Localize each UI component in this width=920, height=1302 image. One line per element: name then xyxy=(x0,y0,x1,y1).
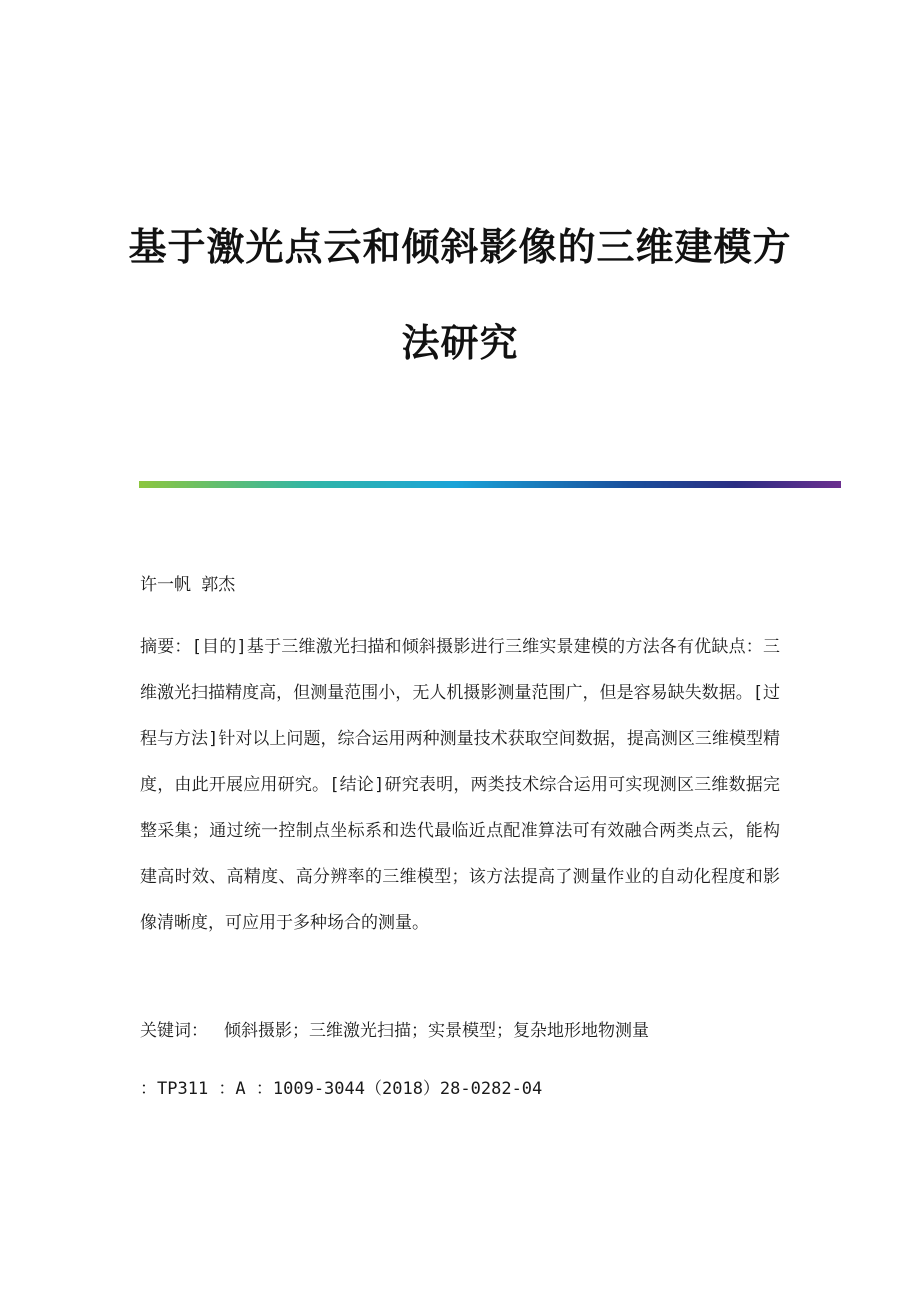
keywords-value: 倾斜摄影；三维激光扫描；实景模型；复杂地形地物测量 xyxy=(224,1021,649,1041)
abstract: 摘要：[目的]基于三维激光扫描和倾斜摄影进行三维实景建模的方法各有优缺点：三维激光扫描精度高，但测量范围小，无人机摄影测量范围广，但是容易缺失数据。[过程与方法]针对以上问题，综合运用两种测量技术获取空间数据，提高测区三维模型精度，由此开展应用研究。[结论]研究表明，两类技术综合运用可实现测区三维数据完整采集；通过统一控制点坐标系和迭代最临近点配准算法可有效融合两类点云，能构建高时效、高精度、高分辨率的三维模型；该方法提高了测量作业的自动化程度和影像清晰度，可应用于多种场合的测量。 xyxy=(140,637,780,933)
title-line-2: 法研究 xyxy=(401,320,519,365)
keywords xyxy=(140,1016,780,1041)
gradient-divider xyxy=(139,481,841,488)
title-line-1: 基于激光点云和倾斜影像的三维建模方 xyxy=(128,224,792,269)
classification-info: ：TP311 ：A ：1009-3044（2018）28-0282-04 xyxy=(140,1079,543,1099)
keywords-label: 关键词： xyxy=(140,1021,208,1041)
authors: 许一帆 郭杰 xyxy=(140,575,236,595)
